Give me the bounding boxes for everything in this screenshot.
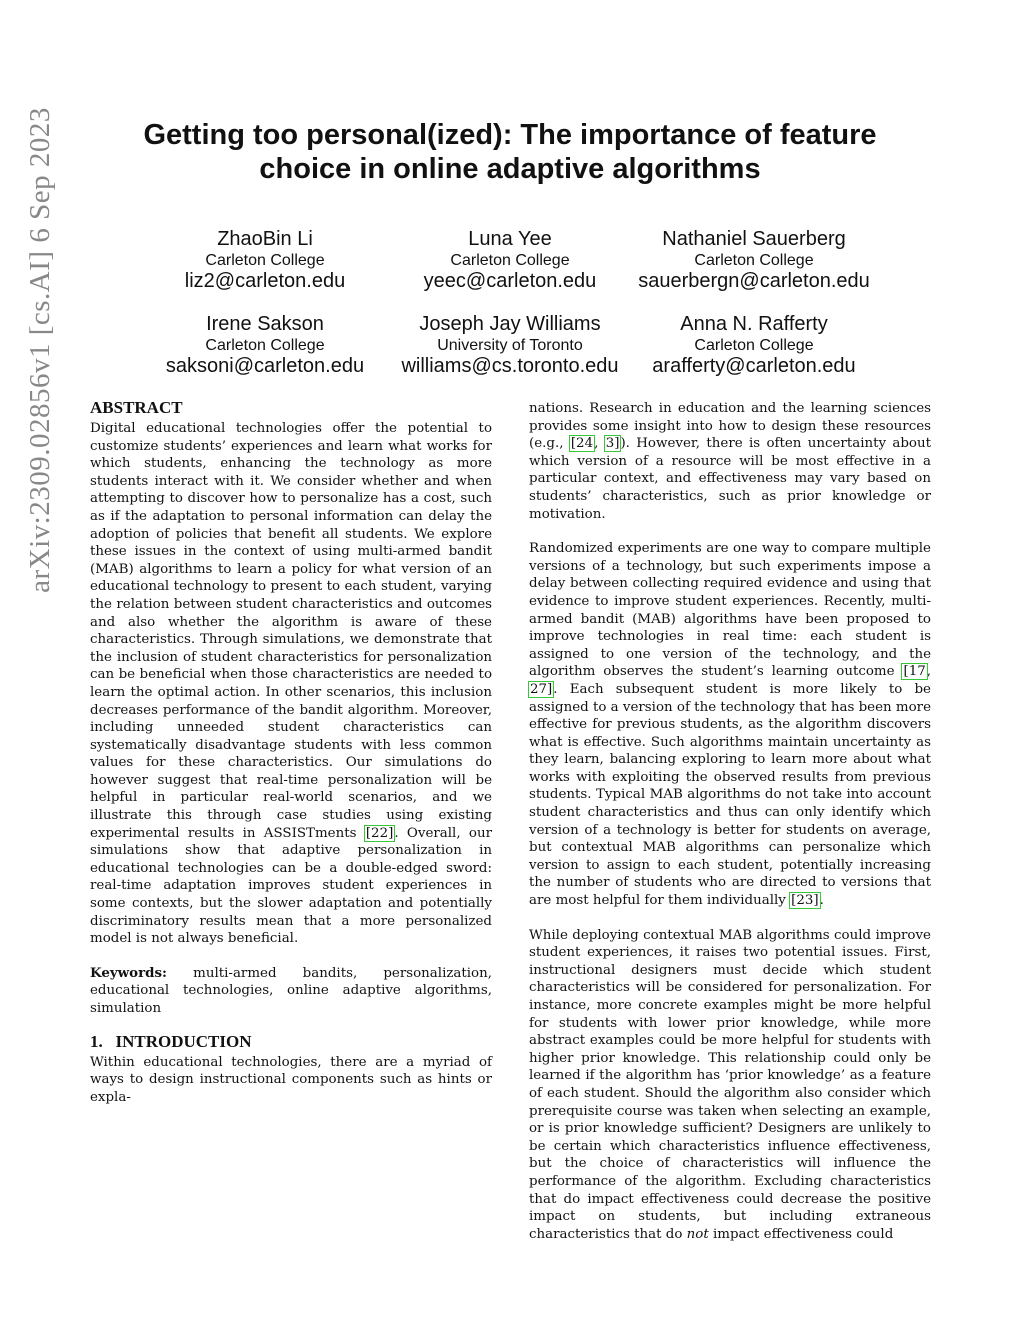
paragraph-text: impact effectiveness could	[708, 1226, 894, 1242]
author-affiliation: Carleton College	[694, 337, 814, 354]
author-affiliation: Carleton College	[694, 252, 814, 269]
author-name: Irene Sakson	[206, 313, 324, 335]
paragraph-text: Randomized experiments are one way to compare multiple versions of a technology, but such experiments impose a delay between collecting required evidence and using that evidence to improve student experiences. Recently, multi-armed bandit (MAB) algorithms have been proposed to improve technologies in real time: each student is assigned to one version of the technology, and the algorithm observes the student’s learning outcome	[529, 541, 931, 680]
paragraph-text: While deploying contextual MAB algorithms could improve student experiences, it raises two potential issues. First, instructional designers must decide which student characteristics will be considered for personalization. For instance, more concrete examples might be more helpful for students with lower prior knowledge, while more abstract examples could be more helpful for students with higher prior knowledge. This relationship could only be learned if the algorithm has ‘prior knowledge’ as a feature of each student. Should the algorithm also consider which prerequisite course was taken when selecting an example, or is prior knowledge sufficient? Designers are unlikely to be certain which characteristics influence effectiveness, but the choice of characteristics will influence the performance of the algorithm. Excluding characteristics that do impact effectiveness could decrease the positive impact on students, but including extraneous characteristics that do	[529, 927, 931, 1242]
paper-title: Getting too personal(ized): The importance of feature choice in online adaptive algorithms	[143, 119, 877, 185]
left-column	[90, 398, 492, 1106]
keywords	[90, 965, 492, 1018]
author-name: Nathaniel Sauerberg	[662, 228, 846, 250]
author-email[interactable]: sauerbergn@carleton.edu	[638, 270, 870, 292]
introduction-text: Within educational technologies, there are a myriad of ways to design instructional components such as hints or expla-	[90, 1054, 492, 1105]
section-heading-introduction: 1. INTRODUCTION	[90, 1031, 252, 1051]
author-affiliation: Carleton College	[205, 252, 325, 269]
citation-link[interactable]: [22]	[365, 825, 394, 841]
paragraph-text: .	[819, 893, 824, 909]
abstract-text	[90, 420, 492, 948]
keywords-text: multi-armed bandits, personalization, educational technologies, online adaptive algorithms, simulation	[90, 965, 492, 1016]
author-block	[390, 313, 630, 378]
citation-separator: ,	[926, 664, 931, 680]
author-name: Anna N. Rafferty	[680, 313, 828, 335]
citation-link[interactable]: [17	[903, 664, 926, 680]
paragraph-text: nations. Research in education and the learning sciences provides some insight into how to design these resources (e.g.,	[529, 401, 931, 452]
keywords-label: Keywords:	[90, 964, 168, 981]
author-name: Joseph Jay Williams	[419, 313, 601, 335]
citation-separator: ,	[594, 436, 605, 452]
author-block	[634, 228, 874, 293]
author-block	[145, 313, 385, 378]
author-block	[390, 228, 630, 293]
author-block	[145, 228, 385, 293]
paragraph-text: ). However, there is often uncertainty about which version of a resource will be most effective in a particular context, and effectiveness may vary based on students’ characteristics, such as prior knowledge or motivation.	[529, 436, 931, 522]
citation-link[interactable]: [23]	[791, 893, 819, 909]
author-email[interactable]: arafferty@carleton.edu	[652, 355, 856, 377]
author-block	[634, 313, 874, 378]
author-affiliation: Carleton College	[205, 337, 325, 354]
author-email[interactable]: saksoni@carleton.edu	[165, 355, 365, 377]
body-paragraph	[529, 540, 931, 909]
abstract-heading: ABSTRACT	[90, 398, 183, 417]
arxiv-identifier: arXiv:2309.02856v1 [cs.AI] 6 Sep 2023	[24, 107, 56, 593]
abstract-text-part: Digital educational technologies offer the potential to customize students’ experiences and learn what works for which students, enhancing the technology as more students interact with it. We consider whether and when attempting to discover how to personalize has a cost, such as if the adaptation to personal information can delay the adoption of policies that benefit all students. We explore these issues in the context of using multi-armed bandit (MAB) algorithms to learn a policy for what version of an educational technology to present to each student, varying the relation between student characteristics and outcomes and also whether the algorithm is aware of these characteristics. Through simulations, we demonstrate that the inclusion of student characteristics for personalization can be beneficial when those characteristics are needed to learn the optimal action. In other scenarios, this inclusion decreases performance of the bandit algorithm. Moreover, including unneeded student characteristics can systematically disadvantage students with less common values for these characteristics. Our simulations do however suggest that real-time personalization will be helpful in particular real-world scenarios, and we illustrate this through case studies using existing experimental results in ASSISTments	[90, 421, 492, 841]
body-paragraph	[529, 400, 931, 523]
author-affiliation: University of Toronto	[437, 337, 583, 354]
right-column	[529, 400, 931, 1243]
emphasis-text: not	[686, 1226, 709, 1242]
paragraph-text: . Each subsequent student is more likely to be assigned to a version of the technology that has been more effective for previous students, as the algorithm discovers what is effective. Such algorithms maintain uncertainty as they learn, balancing exploring to learn more about what works with exploiting the observed results from previous students. Typical MAB algorithms do not take into account student characteristics and thus can only identify which version of a technology is better for students on average, but contextual MAB algorithms can personalize which version to assign to each student, potentially increasing the number of students who are directed to versions that are most helpful for them individually	[529, 681, 931, 909]
author-name: Luna Yee	[468, 228, 552, 250]
body-paragraph	[529, 927, 931, 1244]
citation-link[interactable]: [24	[570, 436, 594, 452]
author-affiliation: Carleton College	[450, 252, 570, 269]
author-email[interactable]: yeec@carleton.edu	[423, 270, 597, 292]
author-email[interactable]: williams@cs.toronto.edu	[401, 355, 619, 377]
abstract-text-part: . Overall, our simulations show that adaptive personalization in educational technologies can be a double-edged sword: real-time adaptation improves student experiences in some contexts, but the slower adaptation and potentially discriminatory results mean that a more personalized model is not always beneficial.	[90, 825, 493, 947]
citation-link[interactable]: 27]	[530, 681, 553, 697]
author-email[interactable]: liz2@carleton.edu	[184, 270, 346, 292]
author-name: ZhaoBin Li	[217, 228, 313, 250]
citation-link[interactable]: 3]	[605, 436, 620, 452]
